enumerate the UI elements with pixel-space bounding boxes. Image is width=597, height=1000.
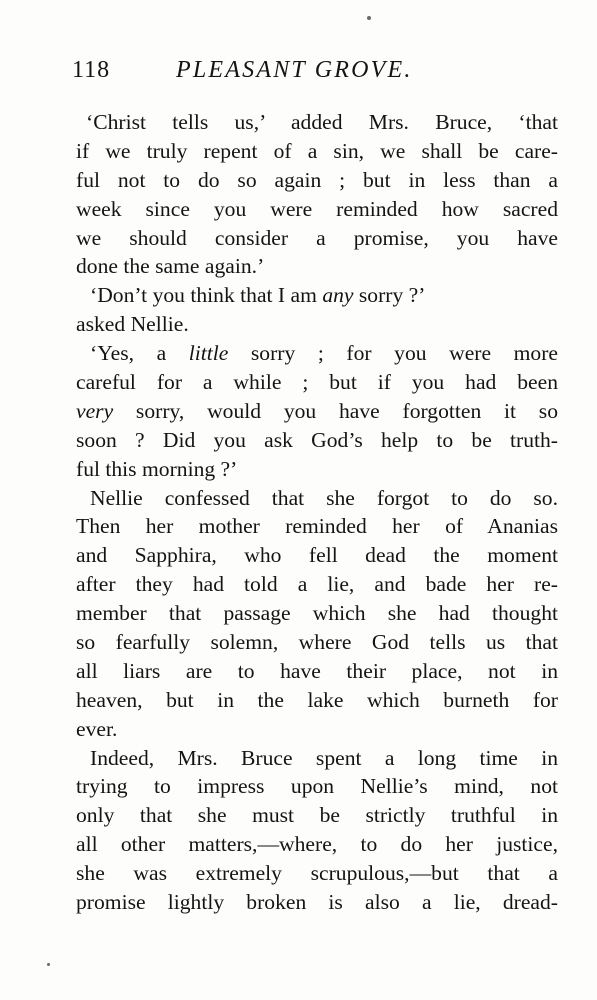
print-speck	[47, 963, 50, 966]
text-line	[76, 830, 558, 859]
text-line	[76, 686, 558, 715]
text-segment: heaven, but in the lake which burneth for	[76, 687, 558, 712]
text-line	[76, 397, 558, 426]
text-segment: if we truly repent of a sin, we shall be care-	[76, 138, 558, 163]
text-segment: we should consider a promise, you have	[76, 225, 558, 250]
text-segment: week since you were reminded how sacred	[76, 196, 558, 221]
text-segment: Then her mother reminded her of Ananias	[76, 514, 558, 539]
text-segment: sorry ; for you were more	[228, 341, 558, 366]
text-line	[76, 801, 558, 830]
text-line	[76, 512, 558, 541]
italic-word: any	[322, 283, 354, 308]
text-segment: Indeed, Mrs. Bruce spent a long time in	[90, 745, 558, 770]
text-segment: so fearfully solemn, where God tells us that	[76, 630, 558, 655]
italic-word: little	[188, 341, 229, 366]
body-text	[76, 108, 558, 917]
text-line	[76, 859, 558, 888]
text-segment: she was extremely scrupulous,—but that a	[76, 861, 558, 886]
italic-word: very	[76, 398, 114, 423]
text-segment: sorry, would you have forgotten it so	[113, 398, 558, 423]
text-line	[76, 252, 558, 281]
text-line	[76, 166, 558, 195]
text-segment: and Sapphira, who fell dead the moment	[76, 543, 558, 568]
text-segment: ‘Yes, a	[90, 341, 189, 366]
text-line	[76, 570, 558, 599]
text-line	[76, 426, 558, 455]
text-segment: after they had told a lie, and bade her re-	[76, 572, 558, 597]
text-line	[76, 281, 558, 310]
running-title: PLEASANT GROVE.	[176, 57, 413, 83]
text-segment: all other matters,—where, to do her justice,	[76, 832, 558, 857]
text-line	[76, 599, 558, 628]
text-line	[76, 137, 558, 166]
text-segment: promise lightly broken is also a lie, dread-	[76, 890, 558, 915]
text-segment: done the same again.’	[76, 254, 265, 279]
text-line	[76, 310, 558, 339]
text-segment: trying to impress upon Nellie’s mind, not	[76, 774, 558, 799]
text-line	[76, 628, 558, 657]
text-segment: careful for a while ; but if you had been	[76, 370, 558, 395]
text-line	[76, 744, 558, 773]
text-line	[76, 108, 558, 137]
text-line	[76, 888, 558, 917]
text-segment: ‘Don’t you think that I am	[90, 283, 323, 308]
page-number: 118	[72, 57, 111, 83]
text-segment: ever.	[76, 716, 118, 741]
text-line	[76, 541, 558, 570]
text-segment: asked Nellie.	[76, 312, 189, 337]
text-segment: sorry ?’	[353, 283, 426, 308]
text-line	[76, 224, 558, 253]
text-line	[76, 772, 558, 801]
text-line	[76, 339, 558, 368]
text-segment: only that she must be strictly truthful in	[76, 803, 558, 828]
text-line	[76, 484, 558, 513]
text-segment: member that passage which she had thought	[76, 601, 558, 626]
text-line	[76, 657, 558, 686]
running-head	[72, 48, 525, 92]
text-segment: ful not to do so again ; but in less than a	[76, 167, 558, 192]
text-segment: soon ? Did you ask God’s help to be truth-	[76, 427, 558, 452]
text-line	[76, 368, 558, 397]
print-speck	[367, 16, 371, 20]
text-line	[76, 455, 558, 484]
text-segment: ful this morning ?’	[76, 456, 238, 481]
text-segment: ‘Christ tells us,’ added Mrs. Bruce, ‘that	[86, 110, 558, 134]
text-segment: all liars are to have their place, not in	[76, 658, 558, 683]
text-line	[76, 715, 558, 744]
text-segment: Nellie confessed that she forgot to do so.	[90, 485, 558, 510]
text-line	[76, 195, 558, 224]
